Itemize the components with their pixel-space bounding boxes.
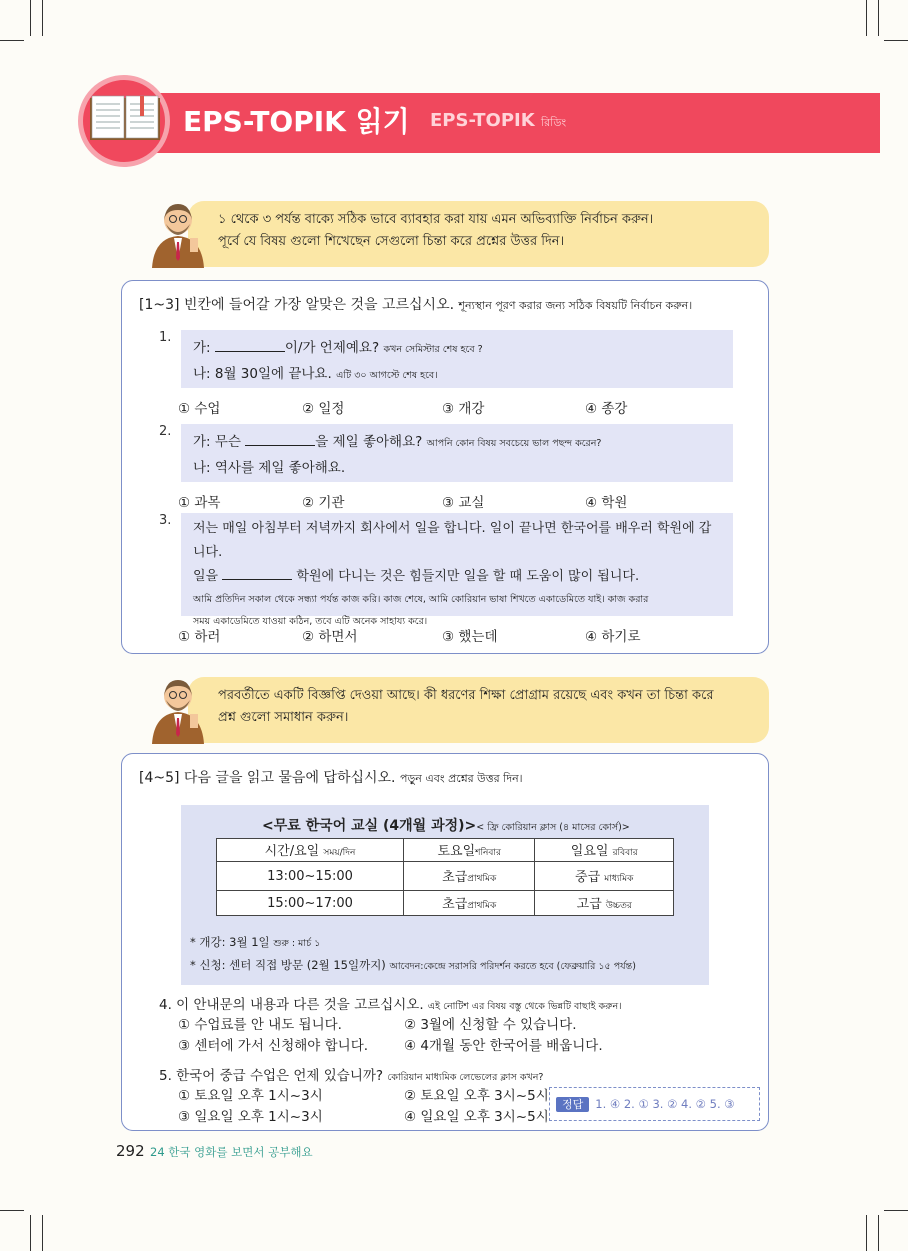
option-2[interactable]: ② 일정 (302, 401, 345, 417)
option-2[interactable]: ② 3월에 신청할 수 있습니다. (404, 1017, 577, 1033)
option-1[interactable]: ① 토요일 오후 1시~3시 (178, 1088, 323, 1104)
book-icon (88, 94, 162, 142)
section-instruction: [1~3] 빈칸에 들어갈 가장 알맞은 것을 고르십시오. শূন্যস্থান পূরণ করার জন্য সঠিক বিষয়টি নির্বাচন করুন। (139, 297, 693, 313)
section-instruction: [4~5] 다음 글을 읽고 물음에 답하십시오. পড়ুন এবং প্রশ্নের উত্তর দিন। (139, 770, 523, 786)
notice-note: * 신청: 센터 직접 방문 (2월 15일까지) আবেদন:কেন্দ্রে সরাসরি পরিদর্শন করতে হবে (ফেব্রুয়ারি ১৫ পর্যন্ত) (190, 958, 636, 972)
dialog-line: 가: 이/가 언제예요? কখন সেমিস্টার শেষ হবে ? (193, 336, 721, 362)
option-3[interactable]: ③ 했는데 (442, 629, 498, 645)
teacher-icon (146, 674, 210, 744)
option-1[interactable]: ① 과목 (178, 495, 221, 511)
option-1[interactable]: ① 수업 (178, 401, 221, 417)
answer-key (549, 1087, 760, 1121)
table-header-row (217, 839, 674, 862)
crop-mark (878, 1215, 879, 1251)
option-2[interactable]: ② 기관 (302, 495, 345, 511)
option-1[interactable]: ① 수업료를 안 내도 됩니다. (178, 1017, 342, 1033)
crop-mark (884, 40, 908, 41)
answer-label: 정답 (556, 1097, 589, 1112)
table-cell: 13:00~15:00 (217, 862, 404, 891)
crop-mark (878, 0, 879, 36)
passage-translation: আমি প্রতিদিন সকাল থেকে সন্ধ্যা পর্যন্ত কাজ করি। কাজ শেষে, আমি কোরিয়ান ভাষা শিখতে একাডেমিতে যাই। কাজ করার (193, 594, 649, 605)
table-header-cell: 토요일শনিবার (403, 839, 535, 862)
crop-mark (884, 1210, 908, 1211)
page-title: EPS-TOPIK 읽기 (183, 105, 410, 138)
question-4: 4. 이 안내문의 내용과 다른 것을 고르십시오. এই নোটিশ এর বিষয় বস্তু থেকে ভিন্নটি বাছাই করুন। (159, 997, 622, 1013)
table-row (217, 891, 674, 916)
instruction-bubble (188, 201, 769, 267)
table-header-cell: 시간/요일 সময়/দিন (217, 839, 404, 862)
option-3[interactable]: ③ 센터에 가서 신청해야 합니다. (178, 1038, 369, 1054)
crop-mark (866, 0, 867, 36)
question-5: 5. 한국어 중급 수업은 언제 있습니까? কোরিয়ান মাধ্যমিক লেভেলের ক্লাস কখন? (159, 1068, 544, 1084)
option-4[interactable]: ④ 일요일 오후 3시~5시 (404, 1109, 549, 1125)
crop-mark (42, 0, 43, 36)
table-cell: 15:00~17:00 (217, 891, 404, 916)
page-number: 292 (116, 1142, 145, 1160)
table-row (217, 862, 674, 891)
notice-title: <무료 한국어 교실 (4개월 과정)>< ফ্রি কোরিয়ান ক্লাস (৪ মাসের কোর্স)> (262, 818, 630, 834)
option-4[interactable]: ④ 종강 (585, 401, 628, 417)
passage-translation: সময় একাডেমিতে যাওয়া কঠিন, তবে এটি অনেক সাহায্য করে। (193, 616, 428, 627)
crop-mark (30, 0, 31, 36)
option-4[interactable]: ④ 하기로 (585, 629, 641, 645)
table-cell: 고급 উচ্চতর (535, 891, 674, 916)
option-4[interactable]: ④ 학원 (585, 495, 628, 511)
bubble-line: প্রশ্ন গুলো সমাধান করুন। (218, 710, 349, 725)
teacher-icon (146, 198, 210, 268)
option-4[interactable]: ④ 4개월 동안 한국어를 배웁니다. (404, 1038, 603, 1054)
bubble-line: পূর্বে যে বিষয় গুলো শিখেছেন সেগুলো চিন্তা করে প্রশ্নের উত্তর দিন। (218, 234, 565, 249)
dialog-line: 가: 무슨 을 제일 좋아해요? আপনি কোন বিষয় সবচেয়ে ভাল পছন্দ করেন? (193, 430, 721, 456)
bubble-line: ১ থেকে ৩ পর্যন্ত বাক্যে সঠিক ভাবে ব্যাবহার করা যায় এমন অভিব্যাক্তি নির্বাচন করুন। (218, 212, 654, 227)
blank-line (245, 431, 315, 446)
crop-mark (30, 1215, 31, 1251)
passage-line: 저는 매일 아침부터 저녁까지 회사에서 일을 합니다. 일이 끝나면 한국어를 배우러 학원에 갑니다. (193, 521, 712, 560)
chapter-title: 24 한국 영화를 보면서 공부해요 (150, 1145, 313, 1159)
dialog-box (181, 424, 733, 482)
question-number: 3. (159, 513, 172, 528)
table-cell: 초급প্রাথমিক (403, 862, 535, 891)
option-3[interactable]: ③ 개강 (442, 401, 485, 417)
answer-values: 1. ④ 2. ① 3. ② 4. ② 5. ③ (595, 1097, 735, 1111)
bubble-line: পরবর্তীতে একটি বিজ্ঞপ্তি দেওয়া আছে। কী ধরণের শিক্ষা প্রোগ্রাম রয়েছে এবং কখন তা চিন্তা করে (218, 688, 714, 703)
question-number: 2. (159, 424, 172, 439)
option-3[interactable]: ③ 교실 (442, 495, 485, 511)
passage-line: 일을 학원에 다니는 것은 힘들지만 일을 할 때 도움이 많이 됩니다. (193, 565, 721, 589)
dialog-line: 나: 역사를 제일 좋아해요. (193, 460, 346, 476)
option-2[interactable]: ② 하면서 (302, 629, 358, 645)
crop-mark (0, 1210, 24, 1211)
page-subtitle: EPS-TOPIK রিডিং (430, 110, 567, 131)
table-cell: 중급 মাধ্যমিক (535, 862, 674, 891)
crop-mark (42, 1215, 43, 1251)
question-number: 1. (159, 330, 172, 345)
dialog-line: 나: 8월 30일에 끝나요. এটি ৩০ আগস্টে শেষ হবে। (193, 366, 438, 382)
table-header-cell: 일요일 রবিবার (535, 839, 674, 862)
table-cell: 초급প্রাথমিক (403, 891, 535, 916)
crop-mark (866, 1215, 867, 1251)
option-3[interactable]: ③ 일요일 오후 1시~3시 (178, 1109, 323, 1125)
option-2[interactable]: ② 토요일 오후 3시~5시 (404, 1088, 549, 1104)
blank-line (215, 337, 285, 352)
option-1[interactable]: ① 하러 (178, 629, 221, 645)
instruction-bubble (188, 677, 769, 743)
schedule-table (216, 838, 674, 916)
crop-mark (0, 40, 24, 41)
blank-line (222, 565, 292, 580)
passage-box (181, 513, 733, 627)
notice-note: * 개강: 3월 1일 শুরু : মার্চ ১ (190, 935, 321, 949)
dialog-box (181, 330, 733, 388)
